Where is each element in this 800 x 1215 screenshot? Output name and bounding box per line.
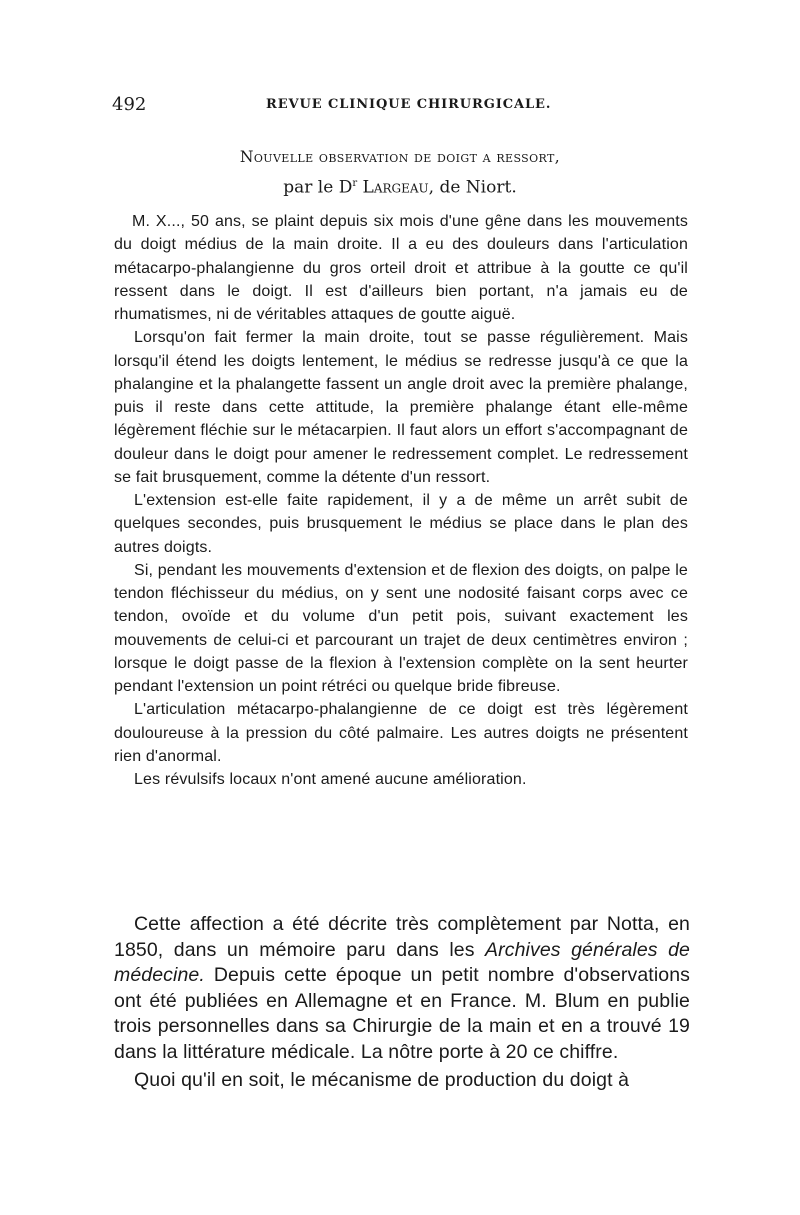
page-number: 492	[112, 94, 147, 115]
article-byline	[112, 172, 688, 200]
observation-paragraph: M. X..., 50 ans, se plaint depuis six mois d'une gêne dans les mouvements du doigt médius de la main droite. Il a eu des douleurs dans l'articulation métacarpo-phalangienne du gros orteil droit et attribue à la goutte ce qu'il ressent dans le doigt. Il est d'ailleurs bien portant, n'a jamais eu de rhumatismes, ni de véritables attaques de goutte aiguë.	[114, 213, 688, 323]
discussion-paragraph: Quoi qu'il en soit, le mécanisme de production du doigt à	[134, 1068, 630, 1091]
discussion-text-b: Depuis cette époque un petit nombre d'observations ont été publiées en Allemagne et en France. M. Blum en publie trois personnelles dans sa Chirurgie de la main et en a trouvé 19 dans la littérature médicale. La nôtre porte à 20 ce chiffre.	[114, 964, 690, 1063]
observation-paragraph: Les révulsifs locaux n'ont amené aucune amélioration.	[134, 771, 527, 788]
discussion-text-a: Cette affection a été décrite très complètement par Notta, en 1850, dans un mémoire paru dans les	[114, 913, 690, 961]
article-title: Nouvelle observation de doigt a ressort,	[239, 148, 561, 166]
discussion-text	[114, 912, 690, 1093]
observation-text	[114, 210, 688, 791]
byline-author: Largeau	[362, 177, 429, 198]
byline-superscript: r	[352, 178, 358, 189]
byline-prefix: par le D	[283, 177, 353, 198]
observation-paragraph: Lorsqu'on fait fermer la main droite, tout se passe régulièrement. Mais lorsqu'il étend les doigts lentement, le médius se redresse jusqu'à ce que la phalangine et la phalangette fassent un angle droit avec la première phalange, puis il reste dans cette attitude, la première phalange étant elle-même légèrement fléchie sur le métacarpien. Il faut alors un effort s'accompagnant de douleur dans le doigt pour amener le redressement complet. Le redressement se fait brusquement, comme la détente d'un ressort.	[114, 329, 688, 486]
observation-paragraph: L'extension est-elle faite rapidement, il y a de même un arrêt subit de quelques secondes, puis brusquement le médius se place dans le plan des autres doigts.	[114, 492, 688, 556]
observation-paragraph: Si, pendant les mouvements d'extension et de flexion des doigts, on palpe le tendon fléchisseur du médius, on y sent une nodosité faisant corps avec ce tendon, ovoïde et du volume d'un petit pois, suivant exactement les mouvements de celui-ci et parcourant un trajet de deux centimètres environ ; lorsque le doigt passe de la flexion à l'extension complète on la sent heurter pendant l'extension un point rétréci ou quelque bride fibreuse.	[114, 561, 688, 695]
running-title: REVUE CLINIQUE CHIRURGICALE.	[266, 97, 552, 112]
page-header	[112, 94, 688, 118]
article-title-block	[112, 146, 688, 200]
observation-paragraph: L'articulation métacarpo-phalangienne de ce doigt est très légèrement douloureuse à la pression du côté palmaire. Les autres doigts ne présentent rien d'anormal.	[114, 701, 688, 765]
discussion-paragraph	[114, 912, 690, 1066]
byline-suffix: , de Niort.	[428, 177, 517, 198]
journal-title: Archives générales de médecine.	[114, 938, 690, 987]
